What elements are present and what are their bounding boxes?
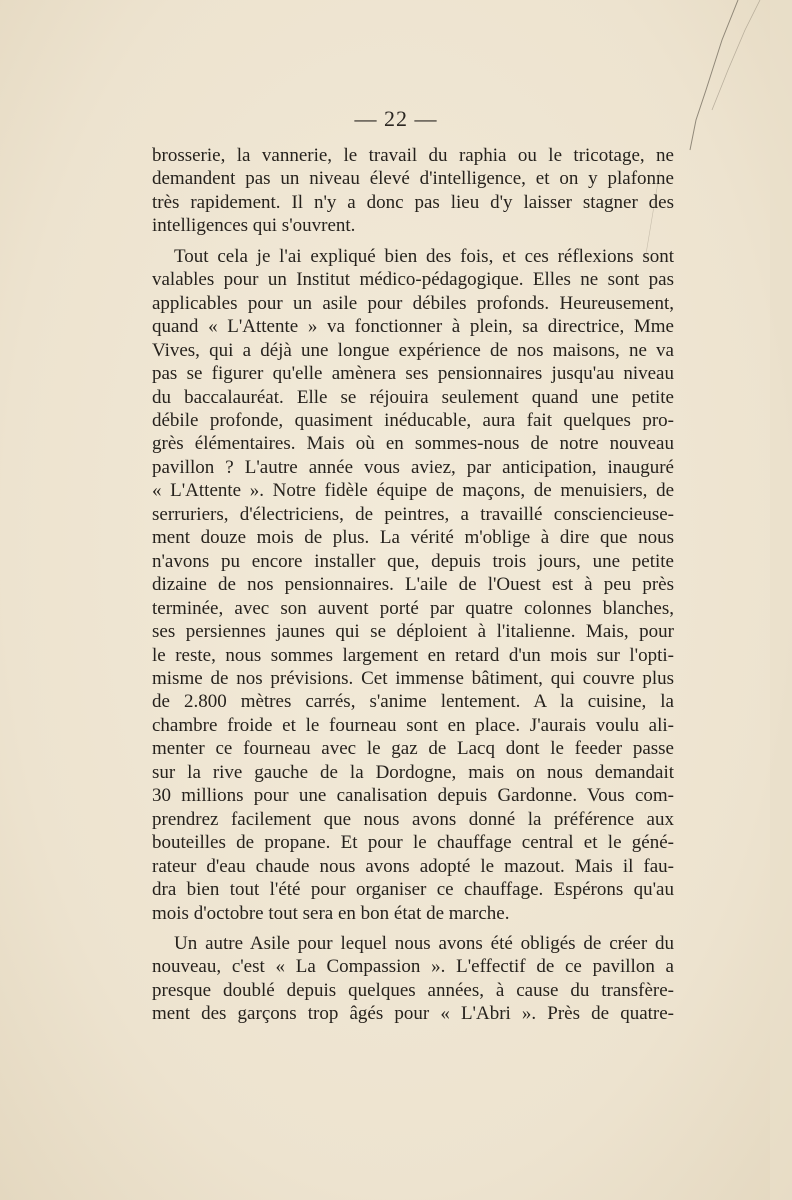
text-line: le reste, nous sommes largement en retard d'un mois sur l'opti- <box>152 644 674 666</box>
text-line: demandent pas un niveau élevé d'intelligence, et on y plafonne <box>152 168 674 190</box>
text-line: dizaine de nos pensionnaires. L'aile de l'Ouest est à peu près <box>152 574 674 596</box>
paragraph <box>152 932 674 1026</box>
text-line: valables pour un Institut médico-pédagogique. Elles ne sont pas <box>152 269 674 291</box>
text-line: prendrez facilement que nous avons donné la préférence aux <box>152 808 674 830</box>
text-line: grès élémentaires. Mais où en sommes-nous de notre nouveau <box>152 433 674 455</box>
text-line: intelligences qui s'ouvrent. <box>152 215 356 237</box>
text-line: « L'Attente ». Notre fidèle équipe de maçons, de menuisiers, de <box>152 480 674 502</box>
text-line: bouteilles de propane. Et pour le chauffage central et le géné- <box>152 832 674 854</box>
text-line: presque doublé depuis quelques années, à cause du transfère- <box>152 979 674 1001</box>
text-line: quand « L'Attente » va fonctionner à plein, sa directrice, Mme <box>152 316 674 338</box>
page-number: — 22 — <box>354 106 438 131</box>
text-line: serruriers, d'électriciens, de peintres, a travaillé consciencieuse- <box>152 503 674 525</box>
text-line: chambre froide et le fourneau sont en place. J'aurais voulu ali- <box>152 714 674 736</box>
text-line: ment des garçons trop âgés pour « L'Abri ». Près de quatre- <box>152 1003 674 1025</box>
paragraph <box>152 245 674 925</box>
text-line: Tout cela je l'ai expliqué bien des fois, et ces réflexions sont <box>174 245 674 267</box>
text-line: Vives, qui a déjà une longue expérience de nos maisons, ne va <box>152 339 674 361</box>
text-line: du baccalauréat. Elle se réjouira seulement quand une petite <box>152 386 674 408</box>
text-line: ses persiennes jaunes qui se déploient à l'italienne. Mais, pour <box>152 621 674 643</box>
text-line: nouveau, c'est « La Compassion ». L'effectif de ce pavillon a <box>152 956 674 978</box>
text-line: misme de nos prévisions. Cet immense bâtiment, qui couvre plus <box>152 667 674 689</box>
text-line: terminée, avec son auvent porté par quatre colonnes blanches, <box>152 597 674 619</box>
text-line: n'avons pu encore installer que, depuis trois jours, une petite <box>152 550 674 572</box>
text-line: pas se figurer qu'elle amènera ses pensionnaires jusqu'au niveau <box>152 363 674 385</box>
text-line: sur la rive gauche de la Dordogne, mais on nous demandait <box>152 761 674 783</box>
text-line: pavillon ? L'autre année vous aviez, par anticipation, inauguré <box>152 456 674 478</box>
body-text <box>152 144 674 1026</box>
text-line: 30 millions pour une canalisation depuis Gardonne. Vous com- <box>152 785 674 807</box>
text-line: Un autre Asile pour lequel nous avons été obligés de créer du <box>174 932 674 954</box>
text-line: de 2.800 mètres carrés, s'anime lentement. A la cuisine, la <box>152 691 674 713</box>
text-line: très rapidement. Il n'y a donc pas lieu d'y laisser stagner des <box>152 191 674 213</box>
text-line: ment douze mois de plus. La vérité m'oblige à dire que nous <box>152 527 674 549</box>
text-line: menter ce fourneau avec le gaz de Lacq dont le feeder passe <box>152 738 674 760</box>
text-line: dra bien tout l'été pour organiser ce chauffage. Espérons qu'au <box>152 879 674 901</box>
text-line: débile profonde, quasiment inéducable, aura fait quelques pro- <box>152 409 674 431</box>
paragraph <box>152 144 674 238</box>
text-line: brosserie, la vannerie, le travail du raphia ou le tricotage, ne <box>152 145 674 166</box>
text-line: applicables pour un asile pour débiles profonds. Heureusement, <box>152 292 674 314</box>
text-line: rateur d'eau chaude nous avons adopté le mazout. Mais il fau- <box>152 855 674 877</box>
text-line: mois d'octobre tout sera en bon état de marche. <box>152 902 510 924</box>
